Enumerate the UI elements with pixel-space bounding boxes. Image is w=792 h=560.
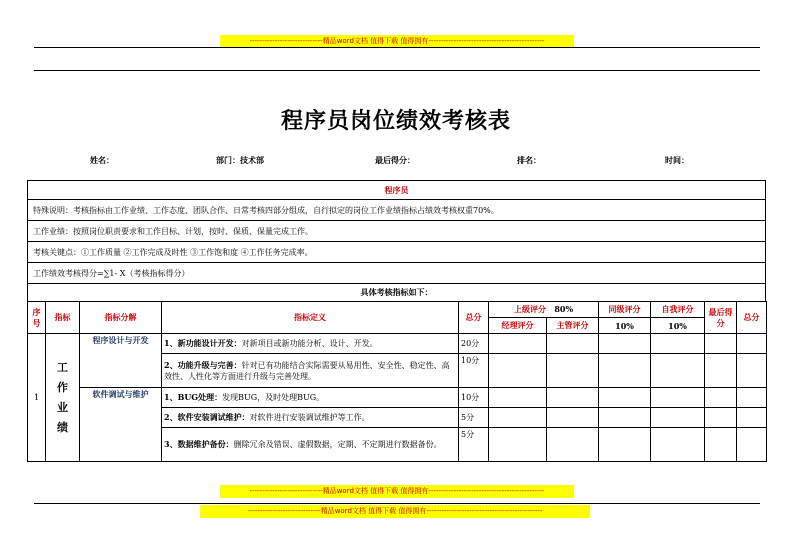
definition-text: 对新项目或新功能分析、设计、开发。	[241, 339, 378, 348]
self-weight: 10%	[651, 318, 705, 334]
definition-cell	[162, 428, 459, 462]
section-title: 程序员	[28, 181, 765, 200]
header-total-score: 总分	[459, 302, 489, 334]
header-rule	[34, 70, 760, 71]
superior-weight: 80%	[554, 304, 574, 314]
header-sum: 总分	[737, 302, 767, 334]
score-cell: 10分	[459, 354, 489, 388]
definition-text: 对软件进行安装调试维护等工作。	[249, 413, 370, 422]
definition-title: 2、功能升级与完善：	[164, 359, 242, 370]
key-points-note: 考核关键点：①工作质量 ②工作完成及时性 ③工作饱和度 ④工作任务完成率。	[28, 242, 765, 263]
superior-label: 上级评分	[513, 304, 546, 314]
header-breakdown: 指标分解	[80, 302, 162, 334]
top-rule	[34, 47, 760, 48]
peer-weight: 10%	[599, 318, 651, 334]
performance-note: 工作业绩：按照岗位职责要求和工作目标、计划，按时、保质、保量完成工作。	[28, 221, 765, 242]
header-seq: 序号	[28, 302, 46, 334]
score-label: 最后得分：	[375, 155, 415, 165]
definition-text: 发现BUG，及时处理BUG。	[222, 393, 325, 402]
definition-title: 3、数据维护备份：	[164, 439, 234, 449]
rank-label: 排名：	[517, 155, 541, 165]
bottom-banner-secondary: -----------------------------精品word文档 值得下载 值得拥有----------------------------------------------	[200, 505, 590, 518]
definition-text: 删除冗余及错误、虚假数据，定期、不定期进行数据备份。	[233, 440, 442, 449]
top-banner: -----------------------------精品word文档 值得下载 值得拥有----------------------------------------------	[220, 35, 574, 48]
definition-cell	[162, 334, 459, 354]
definition-title: 1、新功能设计开发：	[164, 338, 242, 348]
header-superior	[489, 302, 599, 318]
breakdown-maintenance: 软件调试与维护	[80, 388, 162, 462]
header-self: 自我评分	[651, 302, 705, 318]
definition-cell	[162, 388, 459, 408]
bottom-banner: -----------------------------精品word文档 值得下载 值得拥有----------------------------------------------	[220, 485, 574, 498]
time-label: 时间：	[665, 155, 689, 165]
bottom-rule	[34, 503, 760, 504]
table-row	[28, 388, 767, 408]
header-indicator: 指标	[46, 302, 80, 334]
dept-label: 部门：技术部	[216, 155, 264, 165]
indicator-subtitle: 具体考核指标如下：	[360, 287, 433, 297]
seq-cell: 1	[28, 334, 46, 462]
assessment-sheet	[27, 180, 766, 302]
page-title: 程序员岗位绩效考核表	[280, 109, 511, 134]
special-note: 特殊说明：考核指标由工作业绩、工作态度、团队合作、日常考核四部分组成，自行拟定的岗位工作业绩指标占绩效考核权重70%。	[28, 200, 765, 221]
score-cell: 10分	[459, 388, 489, 408]
formula-note: 工作绩效考核得分=∑1- X（考核指标得分）	[28, 263, 765, 284]
header-peer: 同级评分	[599, 302, 651, 318]
name-label: 姓名：	[90, 155, 114, 165]
score-cell: 5分	[459, 408, 489, 428]
footer-area	[0, 468, 792, 560]
category-text: 工作业绩	[57, 360, 68, 434]
definition-text: 针对已有功能结合实际需要从易用性、安全性、稳定性、高效性、人性化等方面进行升级与完善处理。	[164, 360, 450, 381]
header-mgr-score: 经理评分	[489, 318, 547, 334]
header-supervisor-score: 主管评分	[547, 318, 599, 334]
header-definition: 指标定义	[162, 302, 459, 334]
score-cell: 20分	[459, 334, 489, 354]
definition-cell	[162, 354, 459, 388]
indicator-table	[27, 301, 767, 462]
definition-cell	[162, 408, 459, 428]
score-cell: 5分	[459, 428, 489, 462]
definition-title: 2、软件安装调试维护：	[164, 412, 250, 422]
category-cell	[46, 334, 80, 462]
header-final: 最后得分	[705, 302, 737, 334]
breakdown-design: 程序设计与开发	[80, 334, 162, 388]
table-row	[28, 334, 767, 354]
definition-title: 1、BUG处理：	[164, 392, 223, 402]
